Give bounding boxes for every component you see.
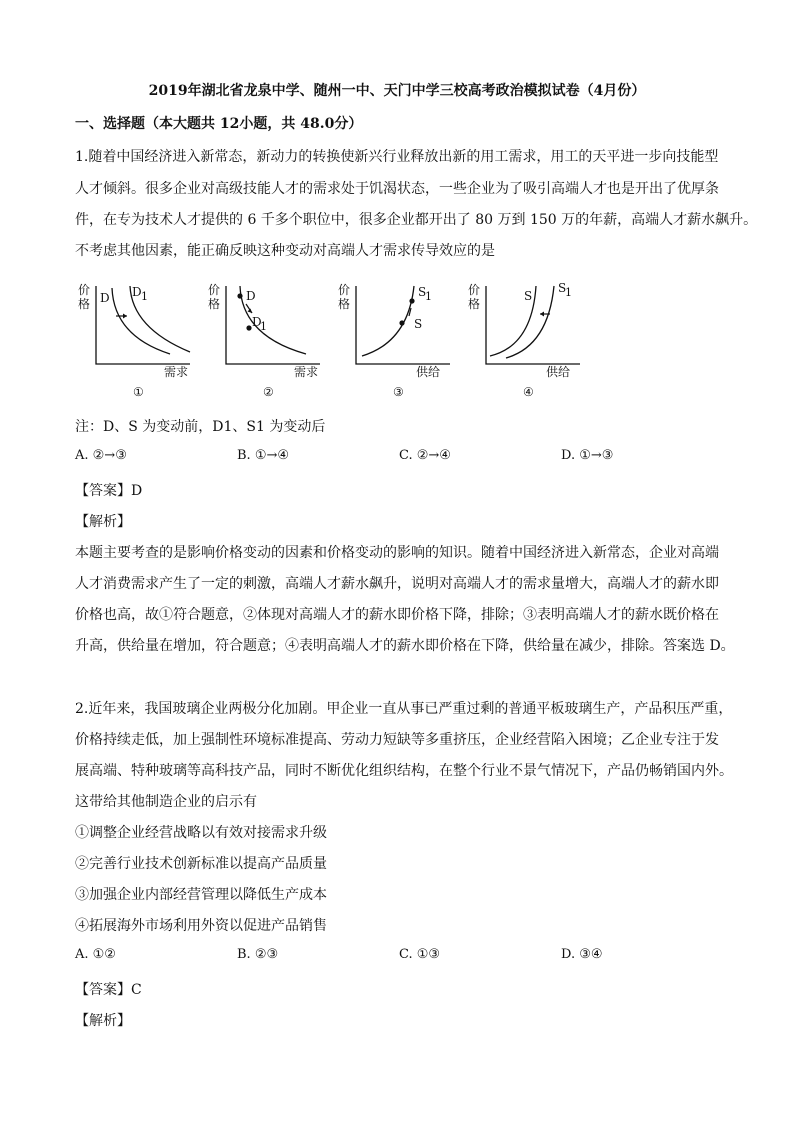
q1-option-d: D. ①→③	[561, 448, 614, 463]
figure-1-number: ①	[133, 385, 144, 399]
q2-line-4: 这带给其他制造企业的启示有	[75, 794, 257, 810]
q2-analysis-label: 【解析】	[75, 1013, 131, 1029]
figure-1-label-d1-sub: 1	[141, 290, 148, 303]
figures-svg	[72, 272, 592, 402]
q1-figures	[72, 272, 592, 402]
figure-3-ylabel-1: 价	[338, 283, 351, 297]
figure-3-xlabel: 供给	[416, 365, 441, 379]
figure-2-number: ②	[263, 385, 274, 399]
figure-2	[208, 283, 320, 399]
document-title: 2019年湖北省龙泉中学、随州一中、天门中学三校高考政治模拟试卷（4月份）	[148, 83, 646, 99]
figure-3-ylabel-2: 格	[338, 297, 351, 311]
q2-item-2: ②完善行业技术创新标准以提高产品质量	[75, 856, 327, 872]
figure-4-label-s1: S	[558, 281, 567, 295]
figure-2-point-d	[237, 293, 242, 298]
q1-line-2: 人才倾斜。很多企业对高级技能人才的需求处于饥渴状态，一些企业为了吸引高端人才也是开出了优厚条	[75, 181, 719, 197]
q2-line-1: 2.近年来，我国玻璃企业两极分化加剧。甲企业一直从事已严重过剩的普通平板玻璃生产，产品积压严重，	[75, 701, 733, 717]
section-heading: 一、选择题（本大题共 12小题，共 48.0分）	[75, 116, 363, 132]
figure-2-label-d1: D	[252, 315, 262, 329]
q1-note: 注：D、S 为变动前，D1、S1 为变动后	[75, 419, 326, 435]
figure-1-xlabel: 需求	[164, 365, 189, 379]
figure-3-point-s1	[409, 298, 414, 303]
q1-line-3: 件，在专为技术人才提供的 6 千多个职位中，很多企业都开出了 80 万到 150 万的年薪，高端人才薪水飙升。	[75, 212, 758, 228]
figure-4-xlabel: 供给	[546, 365, 571, 379]
figure-2-point-d1	[246, 325, 251, 330]
q2-line-3: 展高端、特种玻璃等高科技产品，同时不断优化组织结构，在整个行业不景气情况下，产品仍畅销国内外。	[75, 763, 733, 779]
figure-3-curve	[362, 286, 414, 356]
q1-option-b: B. ①→④	[237, 448, 290, 463]
q1-analysis-line-1: 本题主要考查的是影响价格变动的因素和价格变动的影响的知识。随着中国经济进入新常态，企业对高端	[75, 545, 719, 561]
q1-analysis-line-3: 价格也高，故①符合题意，②体现对高端人才的薪水即价格下降，排除；③表明高端人才的薪水既价格在	[75, 607, 719, 623]
figure-3-number: ③	[393, 385, 404, 399]
figure-4-ylabel-2: 格	[468, 297, 481, 311]
q1-option-a: A. ②→③	[75, 448, 127, 463]
q2-item-4: ④拓展海外市场利用外资以促进产品销售	[75, 918, 327, 934]
figure-1	[78, 283, 190, 399]
figure-2-ylabel-1: 价	[208, 283, 221, 297]
figure-3-label-s1: S	[418, 285, 427, 299]
figure-4	[468, 281, 580, 399]
figure-1-arrow-head	[123, 314, 127, 319]
figure-4-label-s1-sub: 1	[565, 286, 572, 299]
q2-item-1: ①调整企业经营战略以有效对接需求升级	[75, 825, 327, 841]
q1-analysis-line-2: 人才消费需求产生了一定的刺激，高端人才薪水飙升，说明对高端人才的需求量增大，高端人才的薪水即	[75, 576, 719, 592]
q1-line-1: 1.随着中国经济进入新常态，新动力的转换使新兴行业释放出新的用工需求，用工的天平进一步向技能型	[75, 149, 719, 165]
q2-option-b: B. ②③	[237, 947, 279, 962]
figure-2-label-d1-sub: 1	[260, 320, 267, 333]
q2-answer: 【答案】C	[75, 982, 142, 998]
figure-2-xlabel: 需求	[294, 365, 319, 379]
figure-1-ylabel-1: 价	[78, 283, 91, 297]
figure-3-label-s1-sub: 1	[425, 290, 432, 303]
figure-4-label-s: S	[524, 289, 533, 303]
figure-1-label-d: D	[100, 291, 110, 305]
q1-answer: 【答案】D	[75, 483, 143, 499]
figure-3-point-s	[399, 320, 404, 325]
q1-analysis-line-4: 升高，供给量在增加，符合题意；④表明高端人才的薪水即价格在下降，供给量在减少，排除。答案选 D。	[75, 638, 735, 654]
q2-option-c: C. ①③	[399, 947, 441, 962]
q2-option-d: D. ③④	[561, 947, 603, 962]
figure-3	[338, 283, 450, 399]
figure-1-ylabel-2: 格	[78, 297, 91, 311]
q1-analysis-label: 【解析】	[75, 514, 131, 530]
figure-2-label-d: D	[246, 289, 256, 303]
figure-1-label-d1: D	[132, 285, 142, 299]
figure-4-ylabel-1: 价	[468, 283, 481, 297]
q2-item-3: ③加强企业内部经营管理以降低生产成本	[75, 887, 327, 903]
figure-4-arrow-head	[540, 312, 544, 317]
q1-line-4: 不考虑其他因素，能正确反映这种变动对高端人才需求传导效应的是	[75, 243, 495, 259]
q2-line-2: 价格持续走低，加上强制性环境标准提高、劳动力短缺等多重挤压，企业经营陷入困境；乙企业专注于发	[75, 732, 719, 748]
figure-3-label-s: S	[414, 317, 423, 331]
q1-option-c: C. ②→④	[399, 448, 451, 463]
q2-option-a: A. ①②	[75, 947, 116, 962]
figure-2-ylabel-2: 格	[208, 297, 221, 311]
figure-4-number: ④	[523, 385, 534, 399]
